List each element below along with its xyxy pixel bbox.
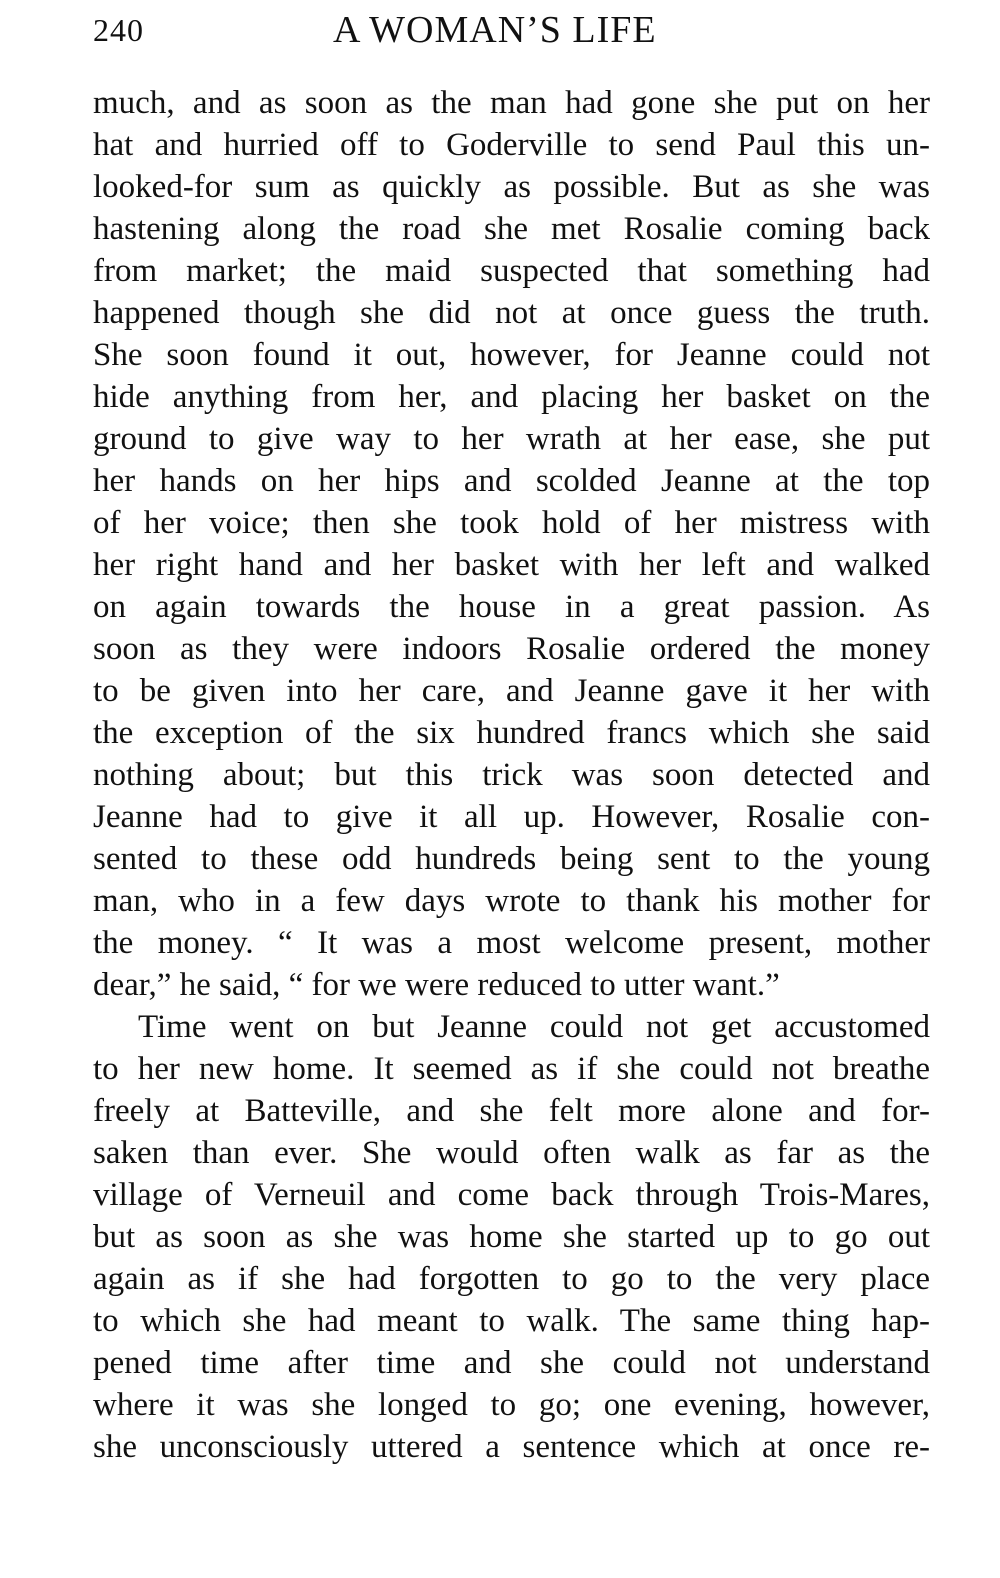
text-line: to which she had meant to walk. The same thing hap- xyxy=(93,1303,930,1339)
text-line: hat and hurried off to Goderville to send Paul this un- xyxy=(93,127,930,163)
text-line: sented to these odd hundreds being sent to the young xyxy=(93,841,930,877)
text-line: hastening along the road she met Rosalie coming back xyxy=(93,211,930,247)
text-line: on again towards the house in a great passion. As xyxy=(93,589,930,625)
text-line: looked-for sum as quickly as possible. But as she was xyxy=(93,169,930,205)
text-block xyxy=(93,82,930,1468)
text-line: from market; the maid suspected that something had xyxy=(93,253,930,289)
text-line: of her voice; then she took hold of her mistress with xyxy=(93,505,930,541)
text-line: again as if she had forgotten to go to the very place xyxy=(93,1261,930,1297)
text-line: nothing about; but this trick was soon detected and xyxy=(93,757,930,793)
text-line: the money. “ It was a most welcome present, mother xyxy=(93,925,930,961)
text-line: dear,” he said, “ for we were reduced to utter want.” xyxy=(93,967,780,1003)
text-line: where it was she longed to go; one evening, however, xyxy=(93,1387,930,1423)
book-title: A WOMAN’S LIFE xyxy=(333,9,657,51)
text-line: but as soon as she was home she started up to go out xyxy=(93,1219,930,1255)
text-line: Jeanne had to give it all up. However, Rosalie con- xyxy=(93,799,930,835)
text-line: the exception of the six hundred francs which she said xyxy=(93,715,930,751)
text-line: freely at Batteville, and she felt more alone and for- xyxy=(93,1093,930,1129)
text-line: man, who in a few days wrote to thank his mother for xyxy=(93,883,930,919)
running-head xyxy=(93,8,933,56)
text-line: to be given into her care, and Jeanne gave it her with xyxy=(93,673,930,709)
text-line: her hands on her hips and scolded Jeanne at the top xyxy=(93,463,930,499)
text-line: ground to give way to her wrath at her ease, she put xyxy=(93,421,930,457)
text-line: soon as they were indoors Rosalie ordered the money xyxy=(93,631,930,667)
text-line: to her new home. It seemed as if she could not breathe xyxy=(93,1051,930,1087)
text-line: saken than ever. She would often walk as far as the xyxy=(93,1135,930,1171)
text-line: village of Verneuil and come back through Trois-Mares, xyxy=(93,1177,930,1213)
text-line: hide anything from her, and placing her basket on the xyxy=(93,379,930,415)
text-line: Time went on but Jeanne could not get accustomed xyxy=(138,1009,930,1045)
text-line: pened time after time and she could not understand xyxy=(93,1345,930,1381)
text-line: she unconsciously uttered a sentence which at once re- xyxy=(93,1429,930,1465)
text-line: her right hand and her basket with her left and walked xyxy=(93,547,930,583)
text-line: She soon found it out, however, for Jeanne could not xyxy=(93,337,930,373)
text-line: happened though she did not at once guess the truth. xyxy=(93,295,930,331)
page-number: 240 xyxy=(93,12,144,48)
text-line: much, and as soon as the man had gone she put on her xyxy=(93,85,930,121)
